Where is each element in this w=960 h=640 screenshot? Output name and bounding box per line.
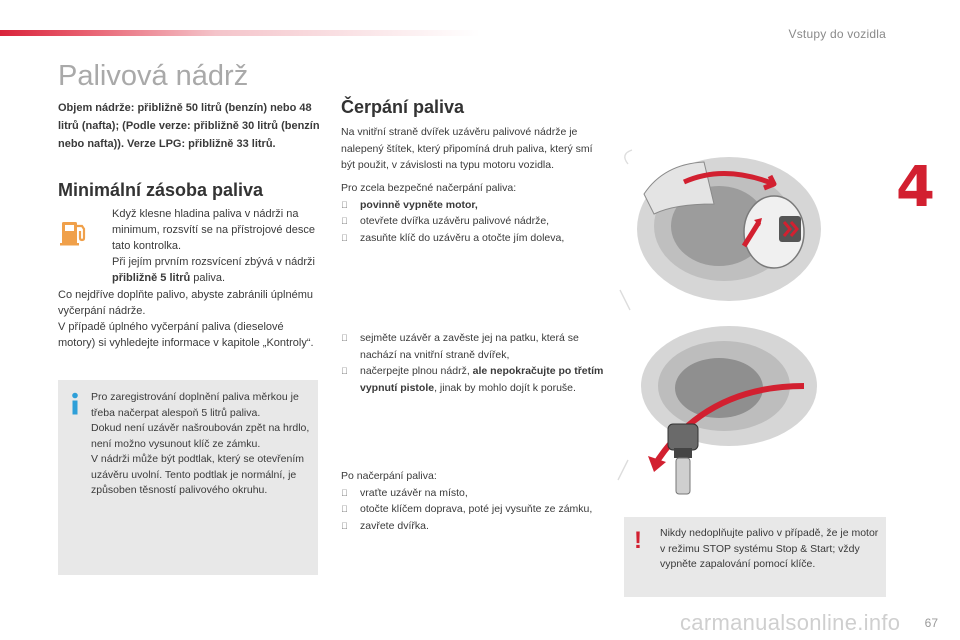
info-paragraph-1: Pro zaregistrování doplnění paliva měrkou je třeba načerpat alespoň 5 litrů paliva. [91, 391, 299, 419]
step-close-flap [341, 518, 611, 535]
refuelling-lead: Pro zcela bezpečné načerpání paliva: [341, 182, 517, 194]
refuel-advice [58, 287, 320, 351]
info-paragraph-2: Dokud není uzávěr našroubován zpět na hrdlo, není možno vysunout klíč ze zámku. [91, 422, 310, 450]
fuel-pump-icon [58, 214, 92, 248]
bullet-icon [341, 363, 348, 380]
warning-light-line2 [112, 254, 322, 286]
info-box [58, 380, 318, 575]
step-refit-cap [341, 485, 611, 502]
step-1-text: povinně vypněte motor, [360, 198, 478, 211]
line2-bold: přibližně 5 litrů [112, 272, 191, 284]
step-open-flap [341, 213, 611, 230]
min-reserve-heading: Minimální zásoba paliva [58, 180, 264, 200]
step-remove-cap [341, 330, 611, 363]
tank-capacity-text: Objem nádrže: přibližně 50 litrů (benzín) nebo 48 litrů (nafta); (Podle verze: přibližně 30 litrů (benzín nebo nafta)). Verze LPG: přibližně 33 litrů. [58, 102, 320, 150]
step-5-start: načerpejte plnou nádrž, [360, 365, 473, 377]
exclamation-icon: ! [634, 527, 642, 554]
warning-light-line1: Když klesne hladina paliva v nádrži na minimum, rozsvítí se na přístrojové desce tato kontrolka. [112, 208, 315, 252]
info-paragraph-3: V nádrži může být podtlak, který se otevřením uzávěru uvolní. Tento podtlak je normální, je způsoben těsností palivového okruhu. [91, 453, 305, 496]
fuel-flap-open-illustration [624, 134, 824, 304]
chapter-number: 4 [896, 155, 935, 220]
step-stop-engine [341, 197, 611, 214]
step-5-bold: ale nepokračujte po třetím vypnutí pistole [360, 365, 604, 394]
step-8-text: zavřete dvířka. [360, 519, 429, 532]
page-title: Palivová nádrž [58, 60, 249, 92]
step-3-text: zasuňte klíč do uzávěru a otočte jím doleva, [360, 231, 565, 244]
advice-paragraph-1: Co nejdříve doplňte palivo, abyste zabránili úplnému vyčerpání nádrže. [58, 289, 313, 317]
bullet-icon [341, 230, 348, 247]
watermark: carmanualsonline.info [680, 610, 901, 635]
section-label: Vstupy do vozidla [788, 27, 886, 41]
bullet-icon [341, 485, 348, 502]
warning-light-text [112, 206, 322, 286]
advice-paragraph-2: V případě úplného vyčerpání paliva (dieselové motory) si vyhledejte informace v kapitole „Kontroly“. [58, 321, 314, 349]
step-4-text: sejměte uzávěr a zavěste jej na patku, která se nachází na vnitřní straně dvířek, [360, 332, 579, 361]
refuelling-intro [341, 124, 603, 174]
step-fill-tank [341, 363, 611, 396]
bullet-icon [341, 518, 348, 535]
refuelling-heading: Čerpání paliva [341, 97, 465, 117]
step-turn-key [341, 501, 611, 518]
refuelling-steps-during [341, 330, 611, 396]
line2-start: Při jejím prvním rozsvícení zbývá v nádrži [112, 256, 315, 268]
info-icon [68, 392, 82, 416]
caution-box [624, 517, 886, 597]
bullet-icon [341, 330, 348, 347]
intro-text: Na vnitřní straně dvířek uzávěru palivové nádrže je nalepený štítek, který připomíná druh paliva, který smí být použit, v závislosti na typu motoru vozidla. [341, 126, 593, 171]
step-7-text: otočte klíčem doprava, poté jej vysuňte ze zámku, [360, 503, 593, 515]
fuel-cap-removal-illustration [624, 316, 824, 496]
caution-text: Nikdy nedoplňujte palivo v případě, že je motor v režimu STOP systému Stop & Start; vždy vypněte zapalování pomocí klíče. [660, 527, 879, 570]
after-lead: Po načerpání paliva: [341, 470, 437, 482]
refuelling-steps-before [341, 180, 611, 246]
step-insert-key [341, 230, 611, 247]
header-accent-bar [0, 30, 480, 36]
bullet-icon [341, 197, 348, 214]
bullet-icon [341, 501, 348, 518]
line2-end: paliva. [190, 272, 226, 284]
step-5-end: , jinak by mohlo dojít k poruše. [434, 381, 576, 394]
step-6-text: vraťte uzávěr na místo, [360, 486, 468, 499]
refuelling-steps-after [341, 468, 611, 534]
bullet-icon [341, 213, 348, 230]
page-number: 67 [924, 616, 938, 630]
step-2-text: otevřete dvířka uzávěru palivové nádrže, [360, 215, 550, 227]
